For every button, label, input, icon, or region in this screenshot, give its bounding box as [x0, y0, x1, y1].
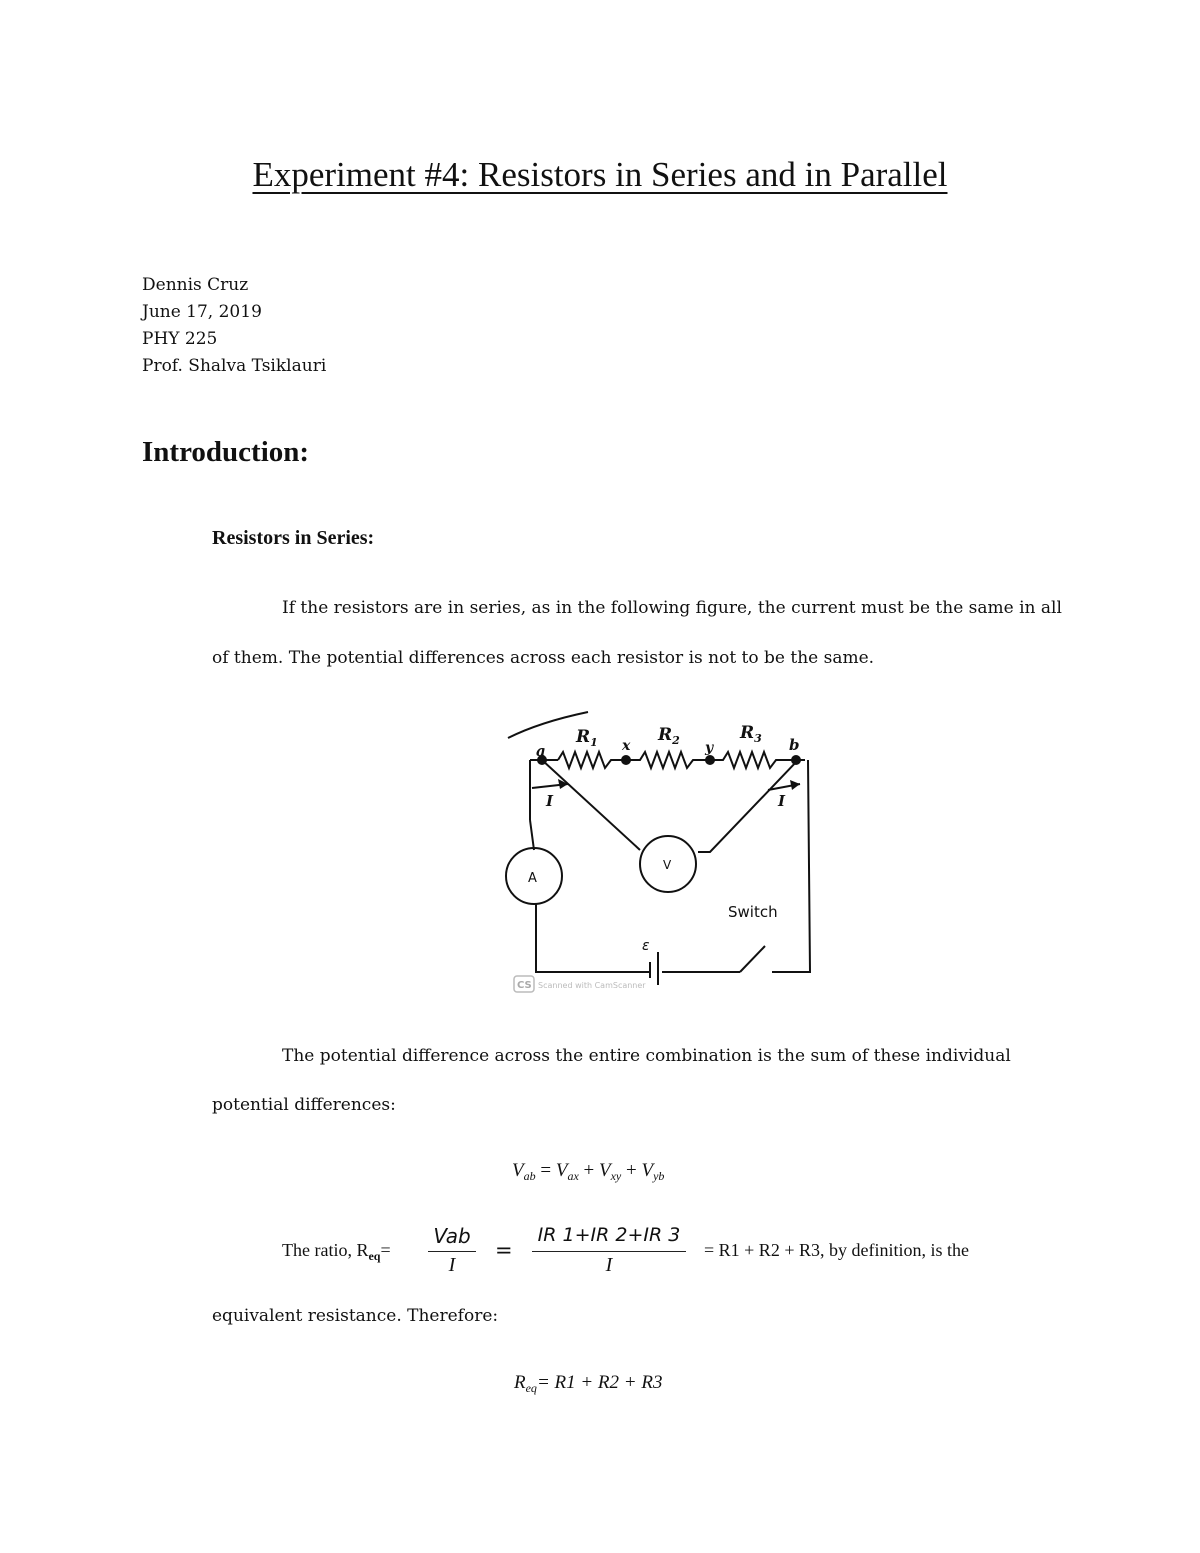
fraction2-numerator: IR 1+IR 2+IR 3: [537, 1224, 681, 1246]
fraction1-numerator: Vab: [433, 1224, 471, 1248]
label-current-right: I: [778, 792, 786, 810]
paragraph-1-line-2: of them. The potential differences across each resistor is not to be the same.: [212, 648, 875, 668]
resistor-r3: [710, 752, 805, 768]
fraction2-bar: [532, 1251, 686, 1252]
series-heading: Resistors in Series:: [212, 527, 375, 549]
resistor-r1: [558, 752, 626, 768]
paragraph-3: equivalent resistance. Therefore:: [212, 1306, 499, 1326]
resistor-r2: [626, 752, 710, 768]
document-title: Experiment #4: Resistors in Series and in Parallel: [252, 155, 948, 194]
equation-voltage-sum: $V_{ab} = V_{ax} + V_{xy} + V_{yb}$: [512, 1160, 665, 1183]
professor-name: Prof. Shalva Tsiklauri: [142, 356, 327, 376]
camscanner-watermark: [514, 976, 646, 992]
node-y: [705, 755, 715, 765]
label-y: y: [705, 740, 714, 756]
label-voltmeter: V: [663, 858, 672, 872]
equation-equivalent-resistance: $R_{eq}= R1 + R2 + R3$: [514, 1372, 663, 1395]
wire-left-bottom: [536, 904, 650, 972]
label-ammeter: A: [528, 871, 537, 886]
paragraph-2-line-2: potential differences:: [212, 1095, 396, 1115]
battery-symbol: [650, 952, 658, 985]
fraction2-denominator: I: [605, 1254, 613, 1276]
fraction1-denominator: I: [448, 1254, 456, 1276]
series-circuit-figure: [500, 700, 820, 1000]
label-r3: $R_3$: [740, 723, 762, 745]
label-r1: $R_1$: [576, 727, 598, 749]
label-switch: Switch: [728, 903, 778, 921]
paragraph-2-line-1: The potential difference across the entire combination is the sum of these individual: [282, 1046, 1011, 1066]
label-a: a: [536, 742, 546, 760]
fraction1-bar: [428, 1251, 476, 1252]
node-b: [791, 755, 801, 765]
switch-lever: [740, 946, 765, 972]
label-r2: $R_2$: [658, 725, 680, 747]
watermark-text: Scanned with CamScanner: [538, 981, 646, 990]
ratio-suffix: = R1 + R2 + R3, by definition, is the: [704, 1240, 969, 1260]
report-date: June 17, 2019: [142, 302, 262, 322]
label-emf: ε: [642, 938, 650, 954]
watermark-logo: CS: [517, 980, 532, 991]
label-b: b: [789, 736, 800, 754]
voltmeter-lead-left: [542, 760, 640, 850]
course-code: PHY 225: [142, 329, 218, 349]
ratio-prefix: The ratio, $R_{eq}=$: [282, 1240, 391, 1263]
arrowhead-right: [790, 780, 800, 790]
node-x: [621, 755, 631, 765]
label-current-left: I: [546, 792, 554, 810]
label-x: x: [622, 738, 631, 754]
introduction-heading: Introduction:: [142, 436, 310, 468]
equals-sign: =: [495, 1238, 513, 1262]
author-name: Dennis Cruz: [142, 275, 249, 295]
paragraph-1-line-1: If the resistors are in series, as in the following figure, the current must be the same in all: [282, 598, 1062, 618]
wire-left-top: [530, 760, 534, 850]
